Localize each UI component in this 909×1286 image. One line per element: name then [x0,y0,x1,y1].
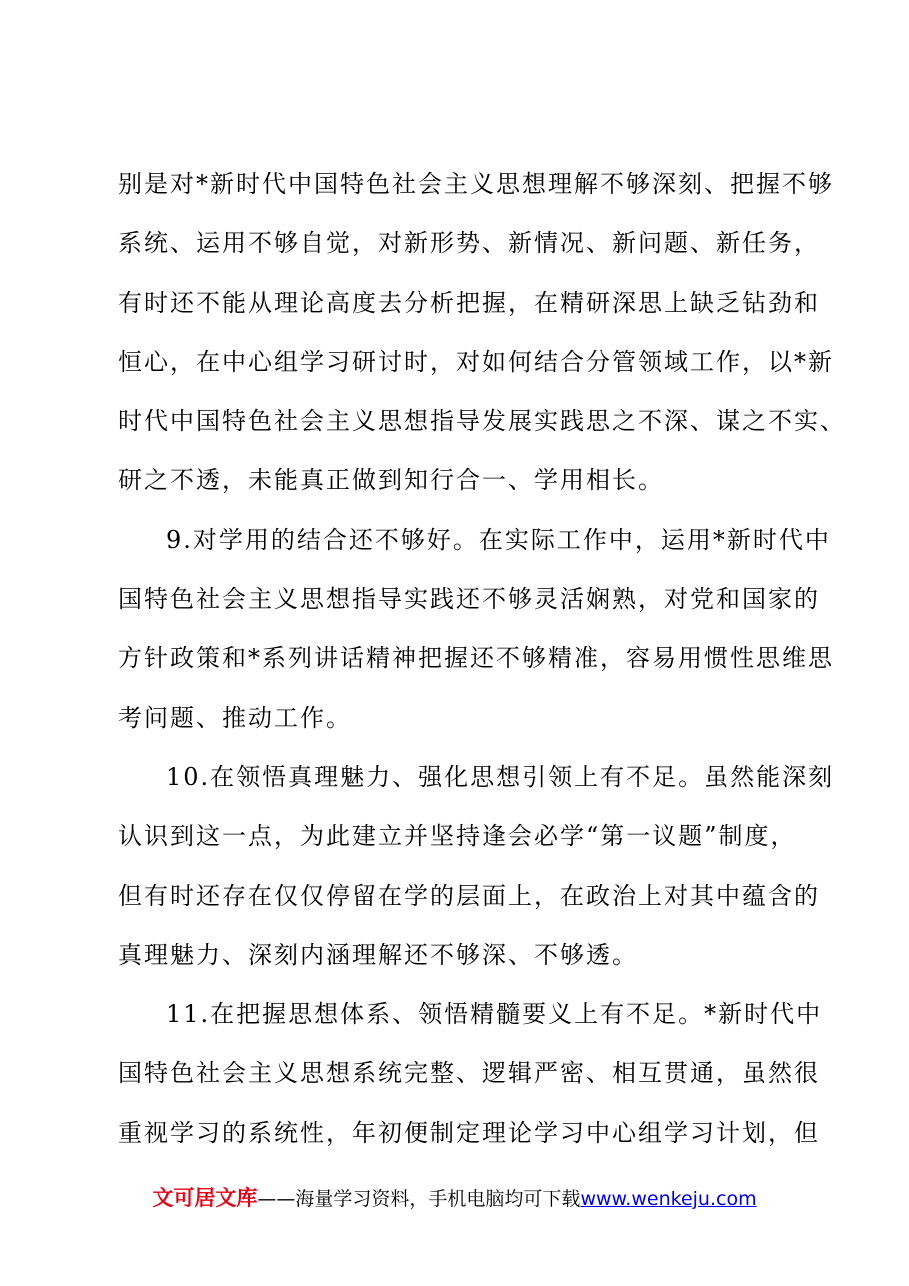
text-line: 但有时还存在仅仅停留在学的层面上，在政治上对其中蕴含的 [118,881,820,910]
text-line: 国特色社会主义思想系统完整、逻辑严密、相互贯通，虽然很 [118,1059,820,1088]
paragraph-start-line: 11.在把握思想体系、领悟精髓要义上有不足。*新时代中 [166,1000,823,1029]
paragraph-start-line: 9.对学用的结合还不够好。在实际工作中，运用*新时代中 [166,525,831,554]
text-line: 方针政策和*系列讲话精神把握还不够精准，容易用惯性思维思 [118,644,834,673]
text-line: 考问题、推动工作。 [118,703,352,732]
footer-tagline: ——海量学习资料，手机电脑均可下载 [257,1188,581,1210]
text-line: 国特色社会主义思想指导实践还不够灵活娴熟，对党和国家的 [118,585,820,614]
text-line: 真理魅力、深刻内涵理解还不够深、不够透。 [118,940,638,969]
text-line: 时代中国特色社会主义思想指导发展实践思之不深、谋之不实、 [118,407,846,436]
text-line: 认识到这一点，为此建立并坚持逢会必学“第一议题”制度， [118,822,797,851]
text-line: 研之不透，未能真正做到知行合一、学用相长。 [118,466,664,495]
page-footer [0,1182,909,1212]
text-line: 系统、运用不够自觉，对新形势、新情况、新问题、新任务， [118,229,820,258]
text-line: 别是对*新时代中国特色社会主义思想理解不够深刻、把握不够 [118,170,834,198]
text-line: 重视学习的系统性，年初便制定理论学习中心组学习计划，但 [118,1118,820,1147]
paragraph-start-line: 10.在领悟真理魅力、强化思想引领上有不足。虽然能深刻 [166,762,835,791]
text-line: 有时还不能从理论高度去分析把握，在精研深思上缺乏钻劲和 [118,288,820,317]
document-body [118,155,846,1163]
text-line: 恒心，在中心组学习研讨时，对如何结合分管领域工作，以*新 [118,347,834,376]
footer-brand: 文可居文库 [152,1186,258,1210]
footer-site-link[interactable]: www.wenkeju.com [580,1188,757,1210]
